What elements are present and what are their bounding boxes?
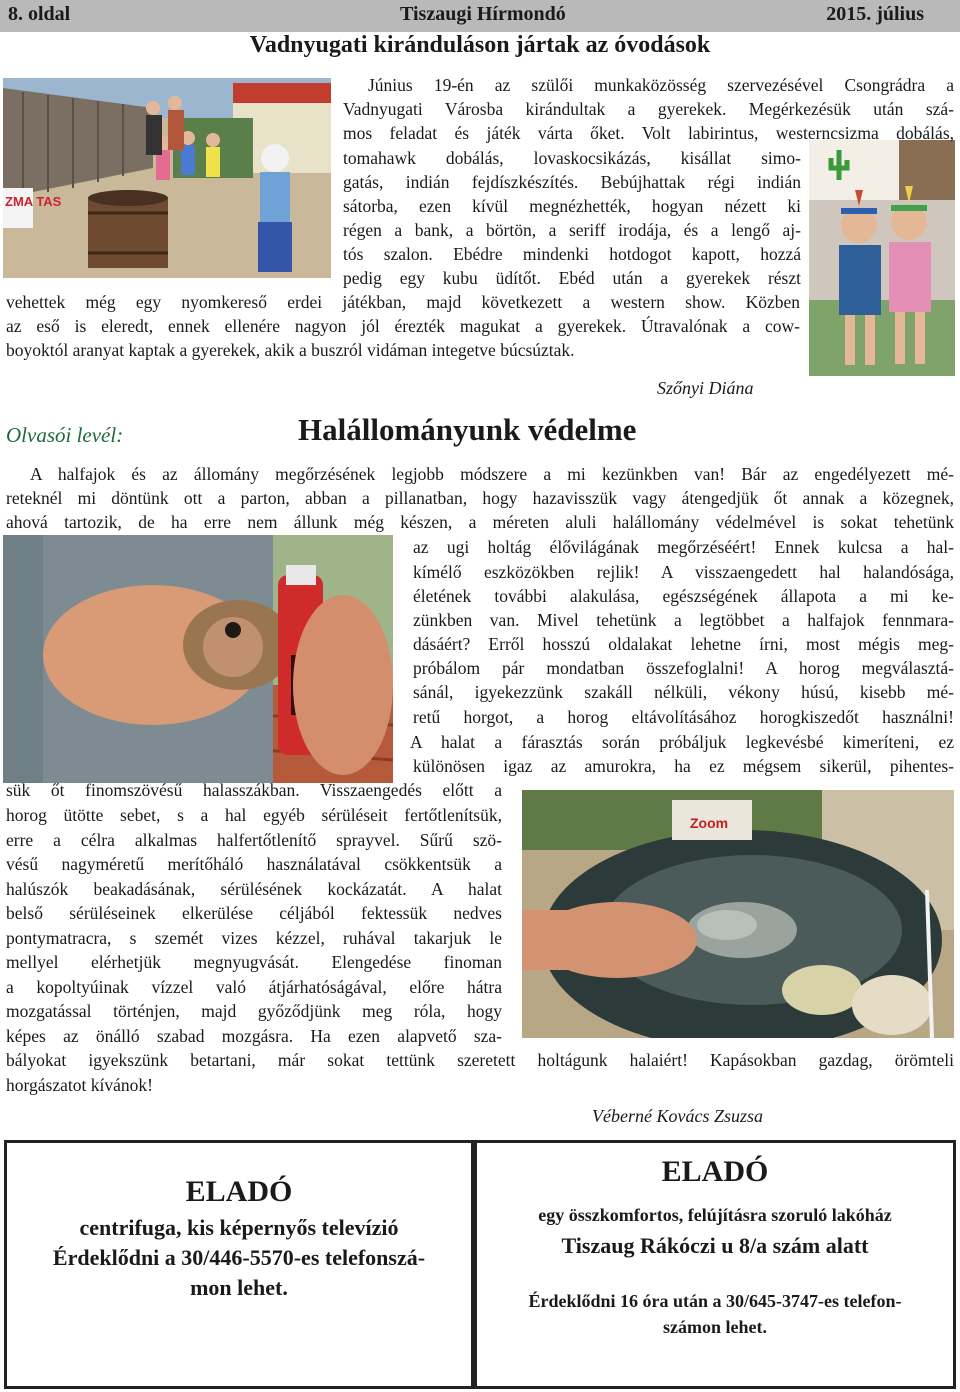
ad-line: számon lehet. <box>663 1317 767 1337</box>
article2-line: mellyel elérhetjük megnyugvását. Elengedése finoman <box>6 952 502 972</box>
article1-line: tomahawk dobálás, lovaskocsikázás, kisállat simo- <box>343 148 801 168</box>
article1-line: régen a bank, a börtön, a seriff irodája, és a lengő aj- <box>343 220 801 240</box>
ad-box-centrifuge <box>4 1140 474 1389</box>
article1-line: mos feladat és játék várta őket. Volt labirintus, westerncsizma dobálás, <box>343 123 954 143</box>
ad-title: ELADÓ <box>185 1175 293 1208</box>
article2-line: vésű nagyméretű merítőháló használatával csökkentsük a <box>6 854 502 874</box>
article2-line: ahová tartozik, de ha erre nem állunk még készen, a méreten aluli halállomány védelmével is sokat tehetünk <box>6 512 954 532</box>
ad-line: centrifuga, kis képernyős televízió <box>79 1215 399 1240</box>
fish-spray-photo <box>3 535 393 783</box>
ad-line: Érdeklődni a 30/446-5570-es telefonszá- <box>52 1245 426 1270</box>
reader-letter-label: Olvasói levél: <box>6 423 124 447</box>
article1-line: boyoktól aranyat kaptak a gyerekek, akik a buszról vidáman integetve búcsúztak. <box>6 340 575 360</box>
article2-line: pontymatracra, s szemét vizes kézzel, ruhával takarjuk le <box>6 928 502 948</box>
article2-line: A halfajok és az állomány megőrzésének legjobb módszere a mi kezünkben van! Bár az engedélyezett mé- <box>30 464 954 484</box>
article2-line: belső sérüléseinek elkerülése céljából fektessük nedves <box>6 903 502 923</box>
ad-box-house <box>474 1140 956 1389</box>
article2-line: életének további alakulása, egészségének állapota a mi ke- <box>413 586 954 606</box>
issue-date: 2015. július <box>826 3 924 25</box>
publication-name: Tiszaugi Hírmondó <box>400 3 566 25</box>
article2-line: sánál, igyekezzünk szakáll nélküli, vékony húsú, kisebb mé- <box>413 682 954 702</box>
bag-logo-text: Zoom <box>690 815 729 831</box>
article1-line: pedig egy kubu üdítőt. Ebéd után a gyerekek részt <box>343 268 801 288</box>
article2-line: horog ütötte sebet, s a hal egyéb sérüléseit fertőtlenítsük, <box>6 805 502 825</box>
article1-line: vehettek még egy nyomkereső erdei játékban, majd következett a western show. Közben <box>6 292 800 312</box>
article2-line: a kopoltyúinak vízzel való átjárhatóságával, előre hátra <box>6 977 502 997</box>
article1-line: gatás, indián fejdíszkészítés. Bebújhattak régi indián <box>343 172 801 192</box>
kindergarten-trip-photo <box>3 78 331 278</box>
article2-line: A halat a fárasztás során próbáljuk legkevésbé kimeríteni, ez <box>410 732 954 752</box>
article2-line: mozgatással történjen, majd győződjünk meg róla, hogy <box>6 1001 502 1021</box>
article2-line: halúszók beakadásának, sérülésének kockázatát. A halat <box>6 879 502 899</box>
article2-line: dásáért? Erről hosszú oldalakat lehetne írni, most mégis meg- <box>413 634 954 654</box>
article1-line: tós szalon. Ebédre mindenki hotdogot kapott, hozzá <box>343 244 801 264</box>
article2-line: retű horgot, a horog eltávolításához horogkiszedőt használni! <box>413 707 954 727</box>
article2-line: kímélő eszközökben rejlik! A visszaengedett hal halandósága, <box>413 562 954 582</box>
article1-line: Vadnyugati Városba kirándultak a gyerekek. Megérkezésük után szá- <box>343 99 954 119</box>
article1-title: Vadnyugati kiránduláson jártak az óvodások <box>249 32 711 58</box>
article2-line: próbálom pár mondatban összefoglalni! A horog megválasztá- <box>413 658 954 678</box>
article2-author: Véberné Kovács Zsuzsa <box>592 1106 763 1126</box>
girls-headband-photo <box>809 140 955 376</box>
article2-line: az ugi holtág élővilágának megőrzéséért! Ennek kulcsa a hal- <box>413 537 954 557</box>
article2-title: Halállományunk védelme <box>298 412 637 447</box>
article1-line: Június 19-én az szülői munkaközösség szervezésével Csongrádra a <box>368 75 954 95</box>
page-header <box>0 0 960 32</box>
article2-line: erre a célra alkalmas halfertőtlenítő sprayvel. Sűrű szö- <box>6 830 502 850</box>
article2-line: képes az önálló szabad mozgásra. Ha ezen alapvető sza- <box>6 1026 502 1046</box>
fish-net-photo <box>522 790 954 1038</box>
article1-line: az eső is eleredt, ennek ellenére nagyon jól érezték magukat a gyerekek. Útravalónak a cow- <box>6 316 800 336</box>
article2-line: különösen igaz az amurokra, ha ez mégsem sikerül, pihentes- <box>413 756 954 776</box>
ad-title: ELADÓ <box>661 1155 769 1188</box>
ad-line: Érdeklődni 16 óra után a 30/645-3747-es telefon- <box>528 1291 902 1311</box>
article2-line: horgászatot kívánok! <box>6 1075 153 1095</box>
article2-line: zünkben van. Mivel tehetünk a legtöbbet a halfajok fennmara- <box>413 610 954 630</box>
ad-line: Tiszaug Rákóczi u 8/a szám alatt <box>561 1233 869 1258</box>
photo-sign-text: ZMA TAS <box>5 194 62 209</box>
page-number: 8. oldal <box>8 3 71 25</box>
ad-line: egy összkomfortos, felújításra szoruló lakóház <box>538 1205 892 1225</box>
article1-author: Szőnyi Diána <box>657 378 754 398</box>
article2-line: reteknél mi döntünk ott a parton, abban a pillanatban, hogy hazavisszük vagy átengedjük őt annak a közegnek, <box>6 488 954 508</box>
article2-line: bályokat igyekszünk betartani, már sokat tettünk szeretett holtágunk halaiért! Kapásokban gazdag, örömteli <box>6 1050 954 1070</box>
ad-line: mon lehet. <box>190 1275 288 1300</box>
article2-line: sük őt finomszövésű halasszákban. Visszaengedés előtt a <box>6 780 502 800</box>
article1-line: sátorba, ezen kívül megnézhették, hogyan nézett ki <box>343 196 801 216</box>
